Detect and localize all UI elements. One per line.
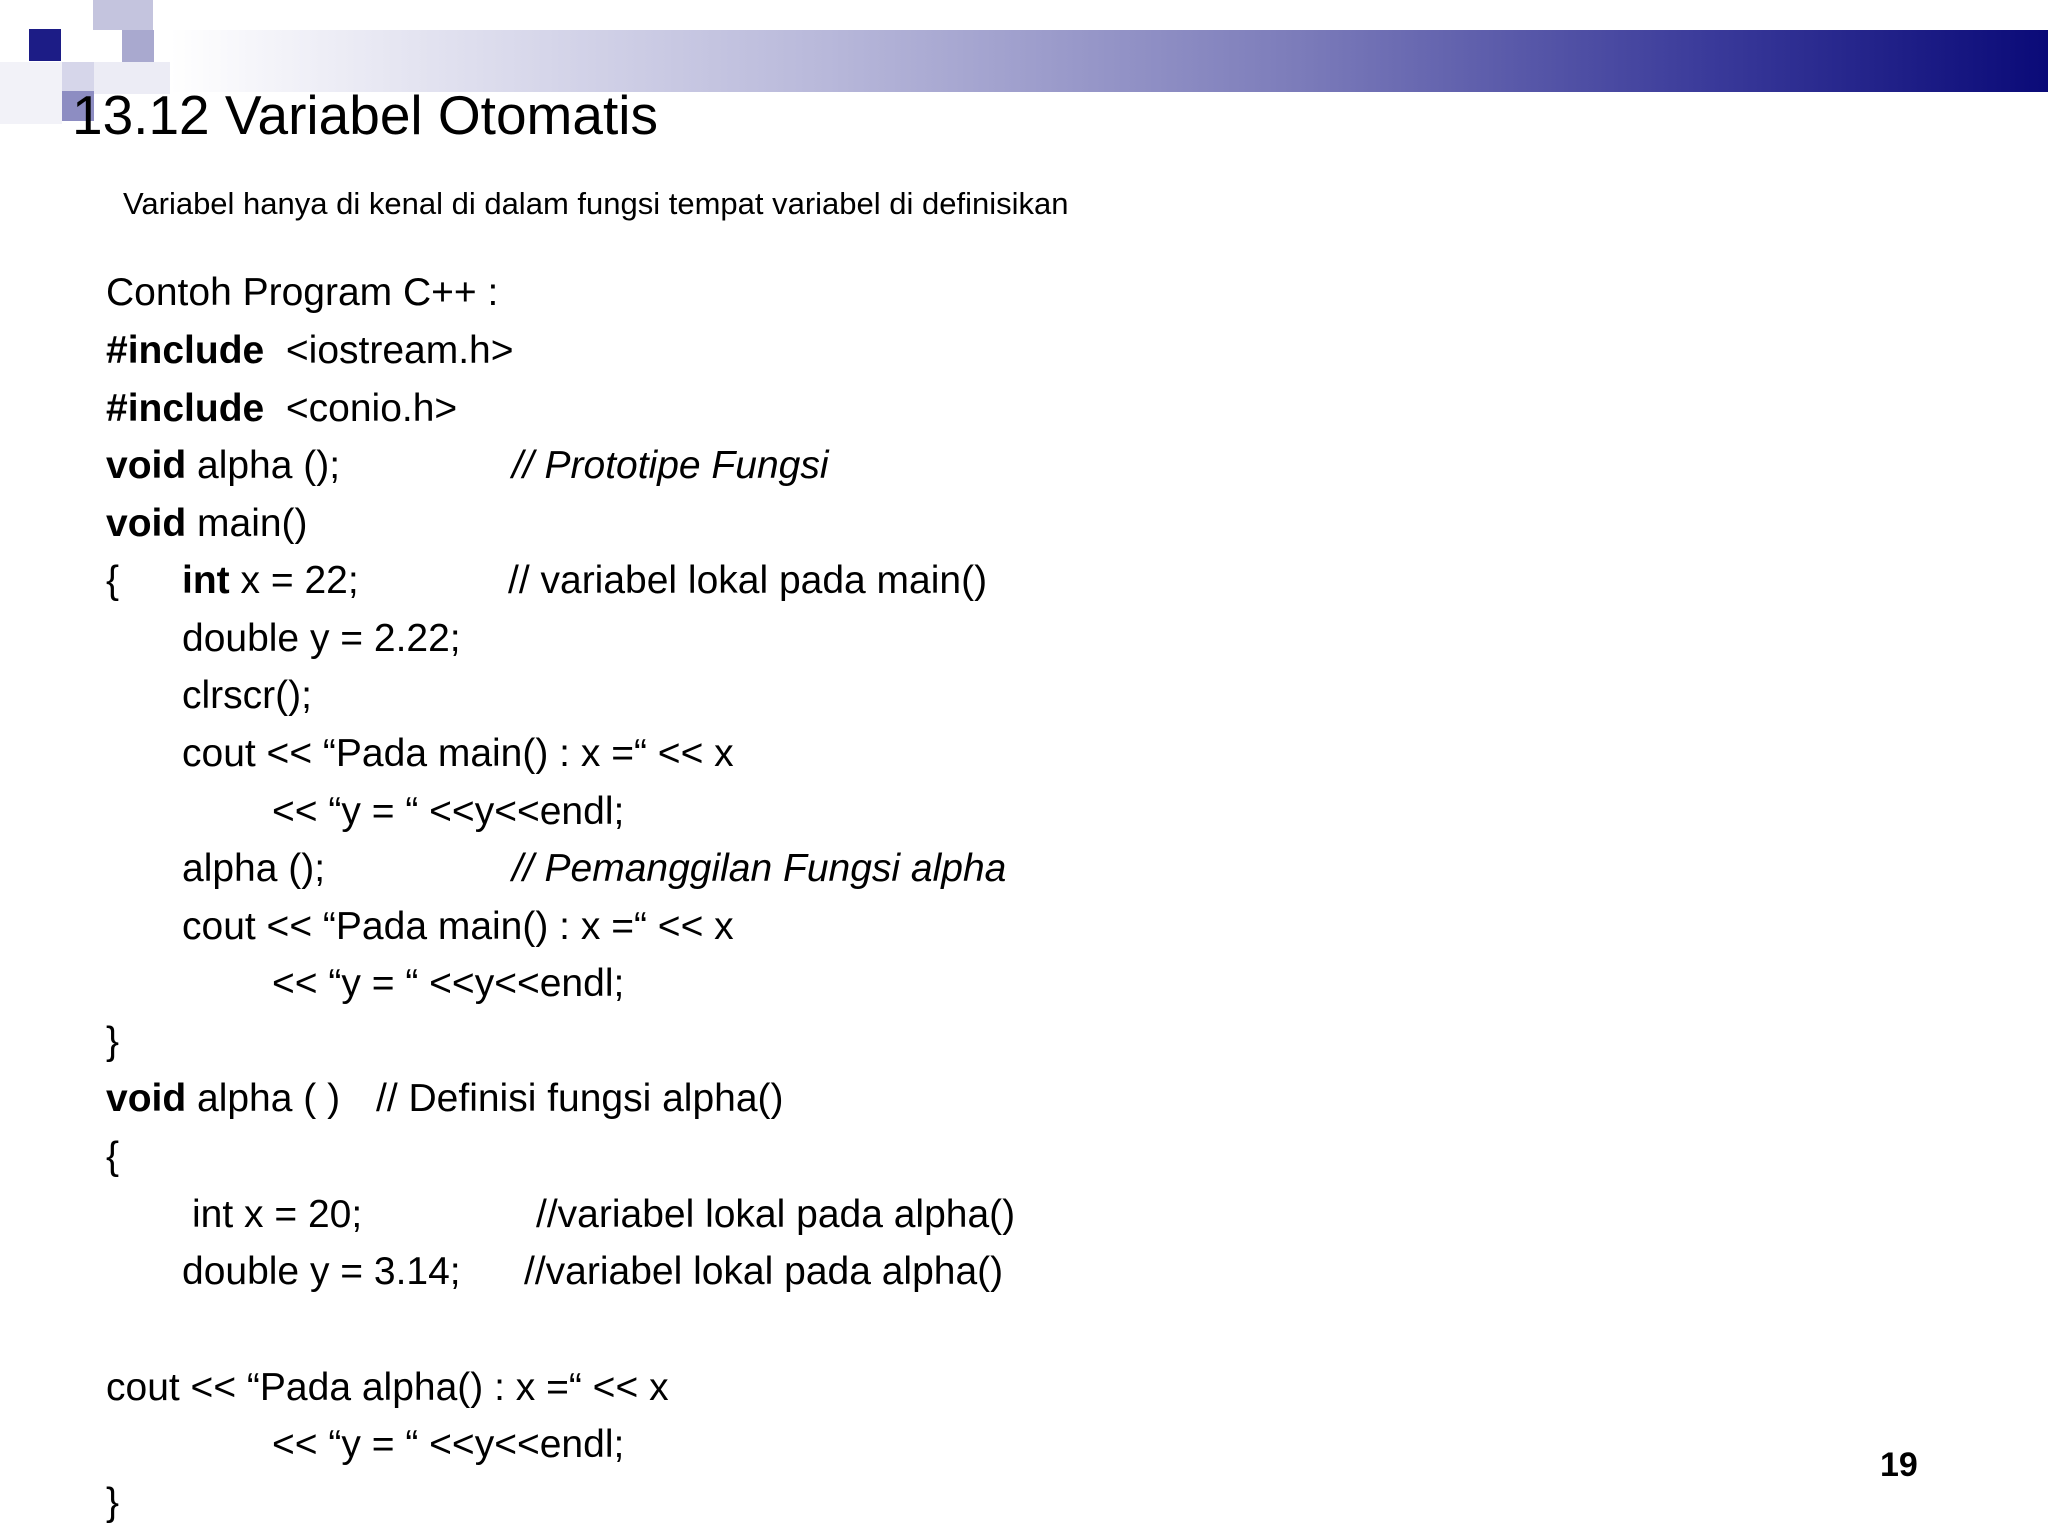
code-text: x = 22; [240, 559, 359, 602]
code-line-alpha-definition [106, 1075, 340, 1123]
decor-square [29, 29, 61, 61]
slide-title: 13.12 Variabel Otomatis [72, 84, 658, 146]
slide-subtitle: Variabel hanya di kenal di dalam fungsi tempat variabel di definisikan [123, 186, 1069, 221]
code-line-int-alpha: int x = 20; [192, 1193, 363, 1236]
keyword: void [106, 1077, 187, 1120]
decor-square [122, 30, 154, 62]
keyword: int [182, 559, 230, 602]
keyword: #include [106, 387, 265, 430]
code-comment: // variabel lokal pada main() [508, 559, 988, 602]
code-comment: //variabel lokal pada alpha() [536, 1193, 1016, 1236]
code-line-prototype [106, 442, 340, 490]
code-line-cout-main-2-cont: << “y = “ <<y<<endl; [272, 962, 625, 1005]
code-line-double-alpha: double y = 3.14; [182, 1250, 461, 1293]
code-text: alpha (); [197, 444, 341, 487]
code-line-cout-main-1: cout << “Pada main() : x =“ << x [182, 732, 734, 775]
code-text: main() [197, 502, 308, 545]
code-brace-open-main: { [106, 559, 120, 602]
code-line-alpha-call: alpha (); [182, 847, 326, 890]
code-brace-close-main: } [106, 1020, 120, 1063]
code-brace-open-alpha: { [106, 1135, 120, 1178]
code-line-include-iostream [106, 327, 514, 375]
page-number: 19 [1880, 1446, 1918, 1484]
code-brace-close-alpha: } [106, 1481, 120, 1524]
code-line-cout-alpha-cont: << “y = “ <<y<<endl; [272, 1423, 625, 1466]
code-comment: //variabel lokal pada alpha() [524, 1250, 1004, 1293]
code-line-main [106, 500, 308, 548]
code-comment: // Definisi fungsi alpha() [376, 1077, 784, 1120]
code-heading: Contoh Program C++ : [106, 271, 499, 314]
code-line-cout-main-2: cout << “Pada main() : x =“ << x [182, 905, 734, 948]
code-line-cout-main-1-cont: << “y = “ <<y<<endl; [272, 790, 625, 833]
keyword: void [106, 502, 187, 545]
decor-square [0, 62, 62, 124]
code-comment: // Prototipe Fungsi [512, 444, 829, 487]
keyword: void [106, 444, 187, 487]
code-text: <conio.h> [285, 387, 458, 430]
code-line-include-conio [106, 385, 457, 433]
code-comment: // Pemanggilan Fungsi alpha [512, 847, 1007, 890]
code-text: <iostream.h> [285, 329, 514, 372]
code-line-double-main: double y = 2.22; [182, 617, 461, 660]
code-line-cout-alpha: cout << “Pada alpha() : x =“ << x [106, 1366, 669, 1409]
decor-square [93, 0, 153, 30]
code-line-clrscr: clrscr(); [182, 674, 312, 717]
code-text: alpha ( ) [197, 1077, 341, 1120]
keyword: #include [106, 329, 265, 372]
code-line-int-main [182, 557, 359, 605]
